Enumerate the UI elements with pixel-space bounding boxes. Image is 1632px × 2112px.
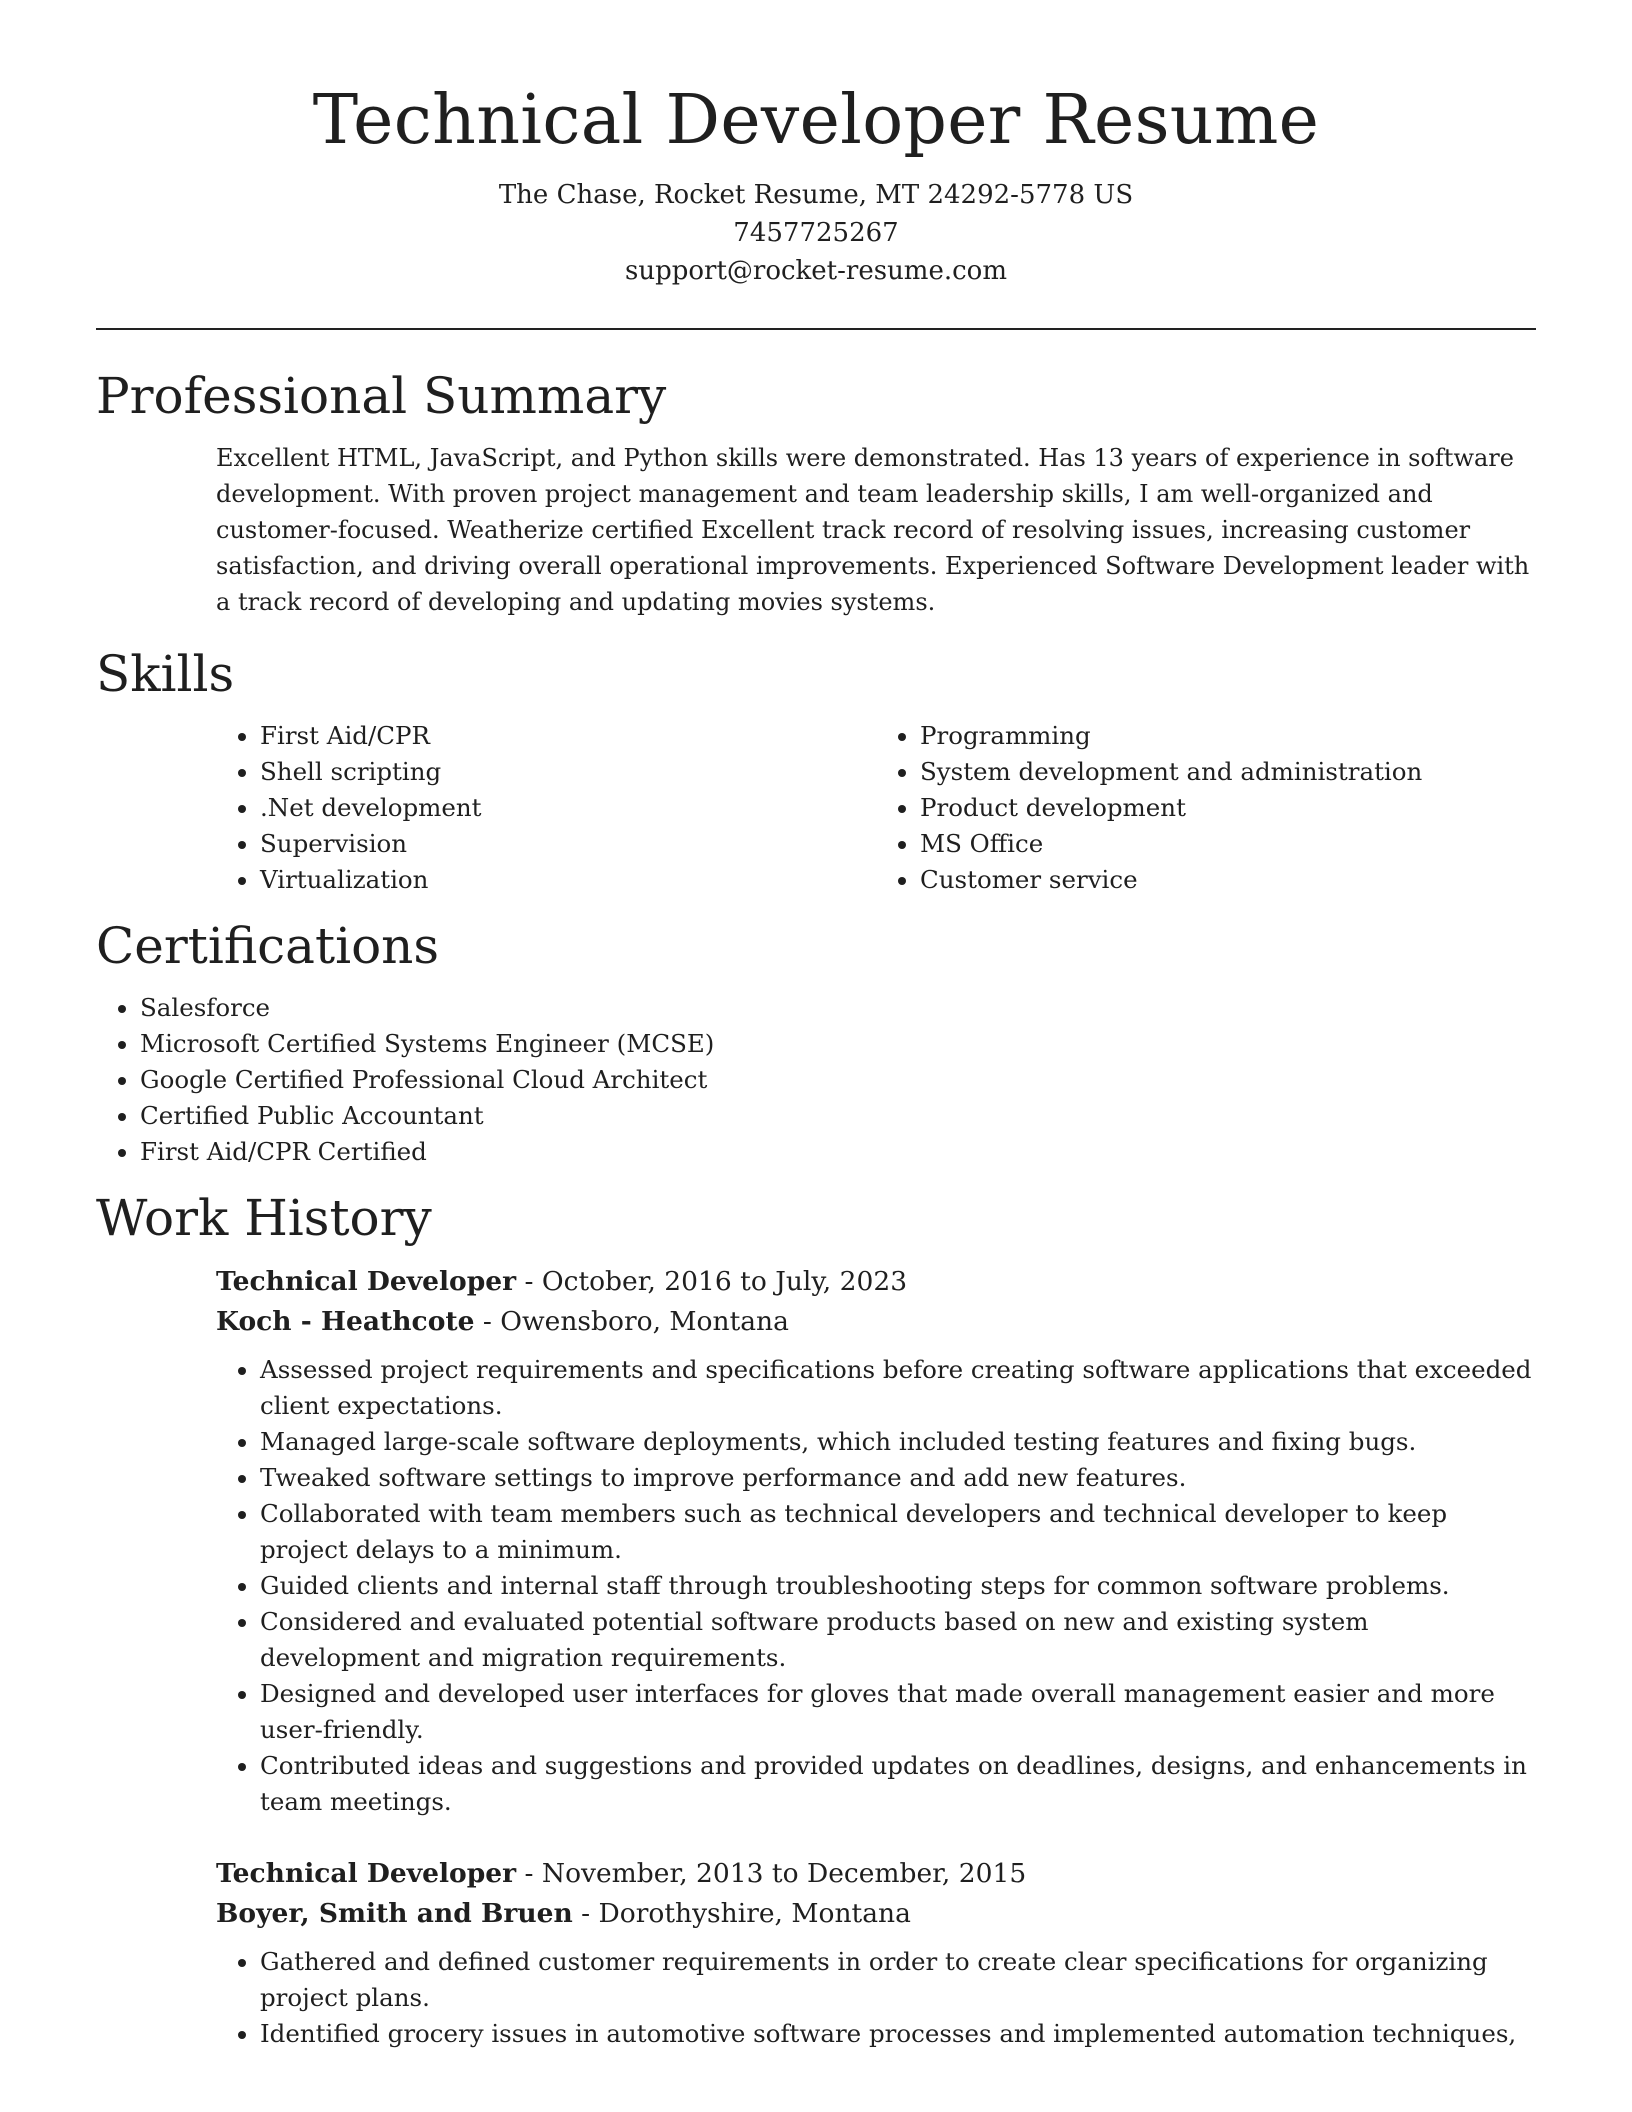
list-item: • Assessed project requirements and specifications before creating software applications that exceeded client expectations. [260,1352,1536,1424]
skills-grid [216,718,1536,898]
list-item: • Identified grocery issues in automotive software processes and implemented automation techniques, [260,2016,1536,2052]
contact-address: The Chase, Rocket Resume, MT 24292-5778 US [498,179,1134,210]
job-company: Koch - Heathcote [216,1305,475,1337]
list-item: • Considered and evaluated potential software products based on new and existing system development and migration requirements. [260,1604,1536,1676]
list-item: • Salesforce [140,990,1536,1026]
job-role: Technical Developer [216,1265,517,1297]
job-company: Boyer, Smith and Bruen [216,1897,573,1929]
job-company-line [216,1302,1536,1342]
summary-section [96,366,1536,620]
list-item: • Shell scripting [260,754,876,790]
resume-title: Technical Developer Resume [312,81,1320,160]
job-role: Technical Developer [216,1857,517,1889]
skills-list-right [876,718,1536,898]
list-item: • System development and administration [920,754,1536,790]
contact-phone: 7457725267 [733,217,899,248]
job-duties-list [96,1944,1536,2052]
list-item: • Supervision [260,826,876,862]
list-item: • Certified Public Accountant [140,1098,1536,1134]
list-item: • Collaborated with team members such as technical developers and technical developer to keep project delays to a minimum. [260,1496,1536,1568]
job-duties-list [96,1352,1536,1820]
list-item: • Customer service [920,862,1536,898]
skills-section [96,644,1536,898]
skills-list-left [216,718,876,898]
list-item: • Designed and developed user interfaces for gloves that made overall management easier and more user-friendly. [260,1676,1536,1748]
list-item: • Tweaked software settings to improve performance and add new features. [260,1460,1536,1496]
list-item: • Managed large-scale software deployments, which included testing features and fixing bugs. [260,1424,1536,1460]
list-item: • First Aid/CPR [260,718,876,754]
list-item: • Product development [920,790,1536,826]
header-divider [96,328,1536,330]
list-item: • First Aid/CPR Certified [140,1134,1536,1170]
contact-email: support@rocket-resume.com [624,255,1007,286]
skills-heading: Skills [96,644,235,703]
job-company-line [216,1894,1536,1934]
job-entry [216,1854,1536,2052]
summary-text: Excellent HTML, JavaScript, and Python skills were demonstrated. Has 13 years of experience in software development. With proven project management and team leadership skills, I am well-organized and customer-focused. Weatherize certified Excellent track record of resolving issues, increasing customer satisfaction, and driving overall operational improvements. Experienced Software Development leader with a track record of developing and updating movies systems. [216,443,1530,616]
list-item: • Virtualization [260,862,876,898]
list-item: • Guided clients and internal staff through troubleshooting steps for common software problems. [260,1568,1536,1604]
summary-heading: Professional Summary [96,366,667,425]
job-location: - Owensboro, Montana [474,1305,789,1337]
list-item: • Gathered and defined customer requirements in order to create clear specifications for organizing project plans. [260,1944,1536,2016]
certifications-section [96,916,1536,1170]
job-title-line [216,1854,1536,1894]
job-dates: - November, 2013 to December, 2015 [516,1857,1027,1889]
job-dates: - October, 2016 to July, 2023 [516,1265,908,1297]
list-item: • Contributed ideas and suggestions and provided updates on deadlines, designs, and enhancements in team meetings. [260,1748,1536,1820]
list-item: • .Net development [260,790,876,826]
certifications-heading: Certifications [96,916,440,975]
job-entry [216,1262,1536,1820]
list-item: • MS Office [920,826,1536,862]
list-item: • Google Certified Professional Cloud Architect [140,1062,1536,1098]
job-location: - Dorothyshire, Montana [572,1897,911,1929]
work-history-section [96,1188,1536,2052]
certifications-list [96,990,1536,1170]
job-title-line [216,1262,1536,1302]
resume-header [96,0,1536,290]
list-item: • Programming [920,718,1536,754]
work-history-heading: Work History [96,1188,432,1247]
list-item: • Microsoft Certified Systems Engineer (MCSE) [140,1026,1536,1062]
